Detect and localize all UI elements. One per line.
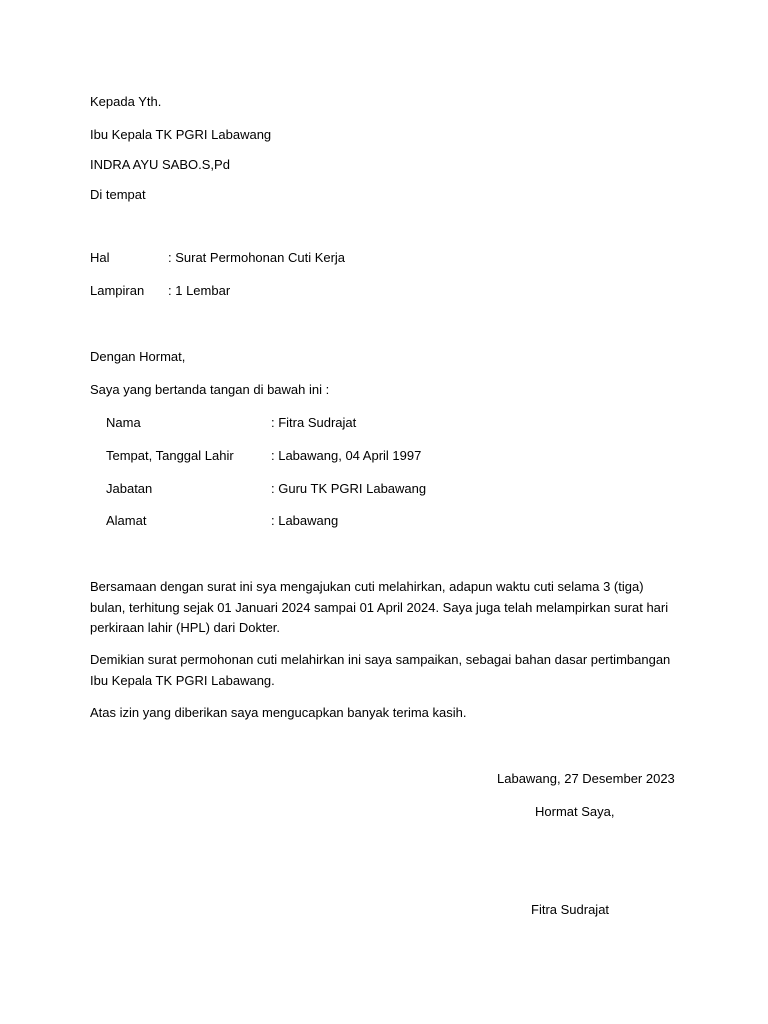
subject-value: : Surat Permohonan Cuti Kerja [168,250,346,265]
body-paragraph-closing: Demikian surat permohonan cuti melahirkan ini saya sampaikan, sebagai bahan dasar pertimbangan Ibu Kepala TK PGRI Labawang. [90,652,671,688]
subject-row [90,248,490,268]
recipient-name: INDRA AYU SABO.S,Pd [90,157,230,172]
recipient-place: Di tempat [90,187,146,202]
signer-name: Fitra Sudrajat [531,902,610,917]
identity-row-position [106,479,526,499]
identity-row-birth [106,446,526,466]
attachment-value: : 1 Lembar [168,283,231,298]
identity-row-name [106,413,526,433]
identity-value: : Fitra Sudrajat [271,415,357,430]
identity-value: : Guru TK PGRI Labawang [271,481,427,496]
closing-place-date: Labawang, 27 Desember 2023 [497,771,675,786]
intro-text: Saya yang bertanda tangan di bawah ini : [90,382,330,397]
identity-label: Tempat, Tanggal Lahir [106,448,234,463]
identity-label: Nama [106,415,141,430]
body-paragraph-thanks: Atas izin yang diberikan saya mengucapkan banyak terima kasih. [90,705,467,720]
closing-regards: Hormat Saya, [535,804,615,819]
identity-value: : Labawang, 04 April 1997 [271,448,422,463]
identity-label: Alamat [106,513,147,528]
identity-label: Jabatan [106,481,153,496]
identity-row-address [106,511,526,531]
identity-value: : Labawang [271,513,339,528]
recipient-salutation: Kepada Yth. [90,94,162,109]
subject-label: Hal [90,250,110,265]
recipient-position: Ibu Kepala TK PGRI Labawang [90,127,272,142]
greeting: Dengan Hormat, [90,349,186,364]
attachment-label: Lampiran [90,283,145,298]
attachment-row [90,281,490,301]
body-paragraph-request: Bersamaan dengan surat ini sya mengajukan cuti melahirkan, adapun waktu cuti selama 3 (tiga) bulan, terhitung sejak 01 Januari 2024 sampai 01 April 2024. Saya juga telah melampirkan surat hari perkiraan lahir (HPL) dari Dokter. [90,579,669,635]
